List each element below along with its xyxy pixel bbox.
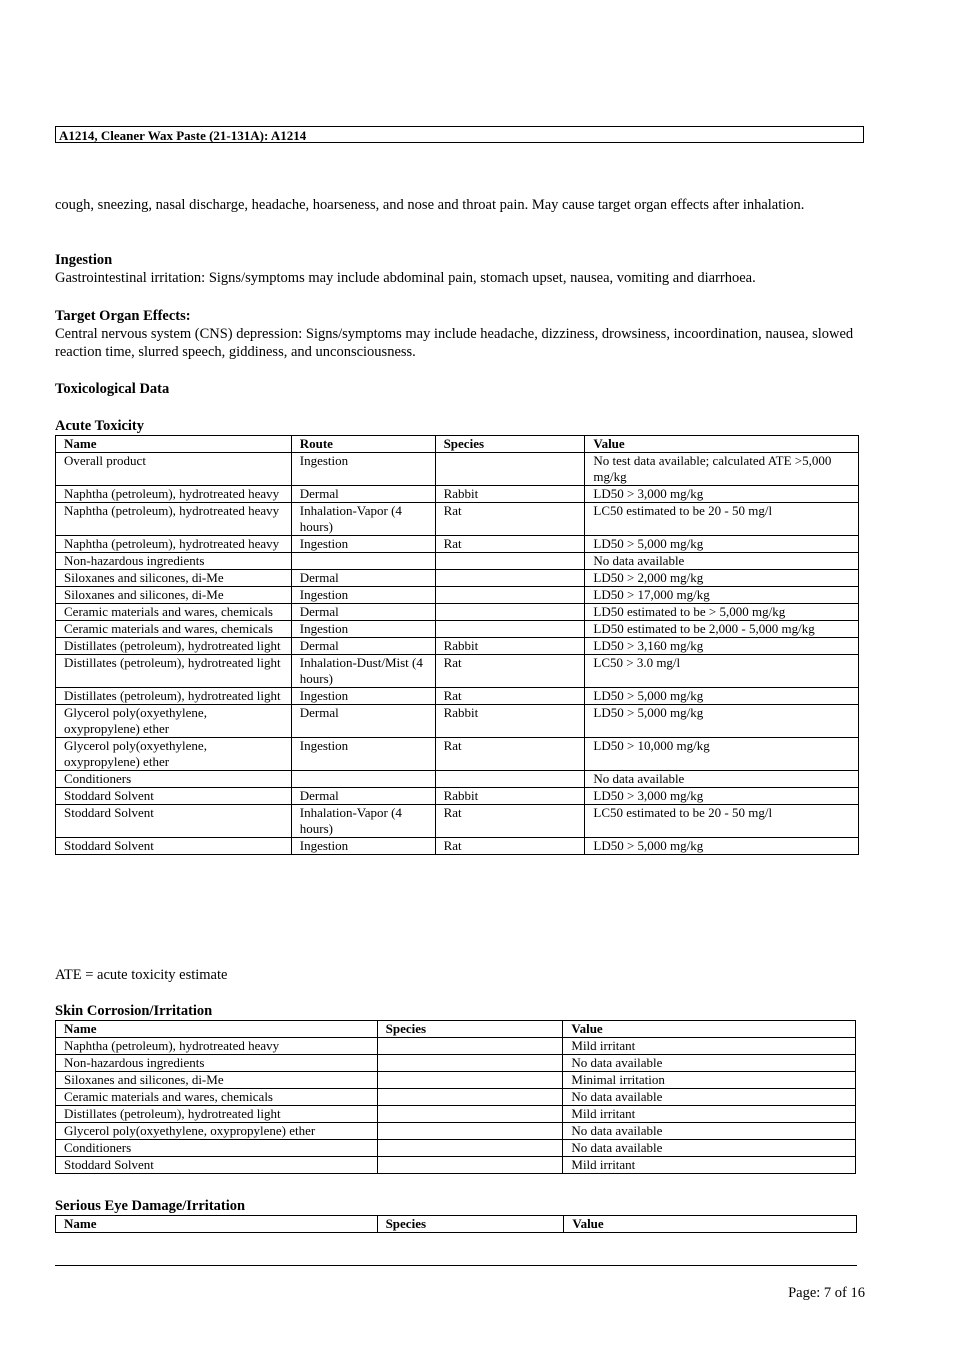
toxicological-data-heading: Toxicological Data	[55, 381, 170, 397]
table-cell: LD50 > 5,000 mg/kg	[585, 536, 859, 553]
table-cell	[377, 1123, 563, 1140]
table-row	[56, 655, 859, 688]
table-row	[56, 604, 859, 621]
table-row	[56, 1157, 856, 1174]
table-cell: Ingestion	[291, 536, 435, 553]
table-cell: Glycerol poly(oxyethylene, oxypropylene) ether	[56, 1123, 378, 1140]
table-cell: Dermal	[291, 705, 435, 738]
table-row	[56, 570, 859, 587]
footer-rule	[55, 1265, 857, 1266]
table-cell: Inhalation-Dust/Mist (4 hours)	[291, 655, 435, 688]
intro-paragraph: cough, sneezing, nasal discharge, headache, hoarseness, and nose and throat pain. May cause target organ effects after inhalation.	[55, 197, 805, 213]
table-cell	[435, 453, 585, 486]
table-row	[56, 453, 859, 486]
skin-irritation-table	[55, 1020, 856, 1174]
table-cell: Dermal	[291, 570, 435, 587]
table-cell: Stoddard Solvent	[56, 805, 292, 838]
table-row	[56, 705, 859, 738]
table-cell: Dermal	[291, 638, 435, 655]
table-cell: Rabbit	[435, 705, 585, 738]
table-row	[56, 805, 859, 838]
table-cell: LD50 > 10,000 mg/kg	[585, 738, 859, 771]
table-cell: LD50 > 5,000 mg/kg	[585, 705, 859, 738]
column-header: Name	[56, 436, 292, 453]
table-cell: Stoddard Solvent	[56, 1157, 378, 1174]
table-cell	[435, 570, 585, 587]
acute-toxicity-table	[55, 435, 859, 855]
table-cell	[291, 771, 435, 788]
table-cell: No test data available; calculated ATE >5,000 mg/kg	[585, 453, 859, 486]
table-cell	[435, 621, 585, 638]
table-row	[56, 771, 859, 788]
table-row	[56, 486, 859, 503]
table-cell: Naphtha (petroleum), hydrotreated heavy	[56, 486, 292, 503]
table-cell: Distillates (petroleum), hydrotreated light	[56, 655, 292, 688]
table-header-row	[56, 1021, 856, 1038]
table-cell: Ingestion	[291, 688, 435, 705]
table-row	[56, 788, 859, 805]
table-cell: Minimal irritation	[563, 1072, 856, 1089]
table-cell: Siloxanes and silicones, di-Me	[56, 587, 292, 604]
table-cell: Inhalation-Vapor (4 hours)	[291, 805, 435, 838]
table-cell: Rat	[435, 838, 585, 855]
table-row	[56, 1055, 856, 1072]
table-cell: Ceramic materials and wares, chemicals	[56, 1089, 378, 1106]
column-header: Species	[377, 1216, 564, 1233]
table-row	[56, 621, 859, 638]
table-cell: Conditioners	[56, 771, 292, 788]
table-row	[56, 1106, 856, 1123]
table-cell: LC50 > 3.0 mg/l	[585, 655, 859, 688]
table-row	[56, 738, 859, 771]
table-cell	[435, 604, 585, 621]
skin-irritation-heading: Skin Corrosion/Irritation	[55, 1003, 213, 1019]
ingestion-heading: Ingestion	[55, 252, 113, 268]
table-cell: Ingestion	[291, 838, 435, 855]
table-cell: Rat	[435, 536, 585, 553]
table-row	[56, 587, 859, 604]
eye-damage-heading: Serious Eye Damage/Irritation	[55, 1198, 246, 1214]
table-cell: Naphtha (petroleum), hydrotreated heavy	[56, 536, 292, 553]
table-cell: Non-hazardous ingredients	[56, 553, 292, 570]
table-cell: Overall product	[56, 453, 292, 486]
table-row	[56, 1038, 856, 1055]
table-cell: Stoddard Solvent	[56, 838, 292, 855]
table-cell: Ingestion	[291, 738, 435, 771]
table-row	[56, 1072, 856, 1089]
column-header: Value	[585, 436, 859, 453]
table-header-row	[56, 1216, 857, 1233]
table-cell: No data available	[585, 771, 859, 788]
table-cell: LC50 estimated to be 20 - 50 mg/l	[585, 805, 859, 838]
table-cell: LD50 > 2,000 mg/kg	[585, 570, 859, 587]
table-cell: LD50 > 5,000 mg/kg	[585, 838, 859, 855]
column-header: Name	[56, 1216, 378, 1233]
column-header: Value	[564, 1216, 857, 1233]
target-organ-heading: Target Organ Effects:	[55, 308, 191, 324]
table-cell: Ingestion	[291, 587, 435, 604]
table-row	[56, 1089, 856, 1106]
table-cell: LD50 > 3,160 mg/kg	[585, 638, 859, 655]
table-cell: Rat	[435, 655, 585, 688]
table-cell: Dermal	[291, 788, 435, 805]
table-cell: Ingestion	[291, 453, 435, 486]
table-cell: Rat	[435, 738, 585, 771]
table-cell: No data available	[563, 1140, 856, 1157]
table-cell	[291, 553, 435, 570]
table-cell: No data available	[563, 1089, 856, 1106]
table-cell: LD50 > 5,000 mg/kg	[585, 688, 859, 705]
table-cell: Ceramic materials and wares, chemicals	[56, 621, 292, 638]
eye-damage-table	[55, 1215, 857, 1233]
table-cell: Stoddard Solvent	[56, 788, 292, 805]
table-cell: Rat	[435, 503, 585, 536]
table-cell: Rabbit	[435, 486, 585, 503]
table-cell: Distillates (petroleum), hydrotreated light	[56, 1106, 378, 1123]
table-cell	[377, 1157, 563, 1174]
table-cell: LD50 estimated to be > 5,000 mg/kg	[585, 604, 859, 621]
table-cell: Glycerol poly(oxyethylene, oxypropylene) ether	[56, 738, 292, 771]
table-cell: Distillates (petroleum), hydrotreated light	[56, 638, 292, 655]
table-cell: Dermal	[291, 604, 435, 621]
table-row	[56, 1140, 856, 1157]
table-cell	[377, 1038, 563, 1055]
ingestion-text: Gastrointestinal irritation: Signs/symptoms may include abdominal pain, stomach upset, nausea, vomiting and diarrhoea.	[55, 270, 756, 286]
table-cell: No data available	[585, 553, 859, 570]
column-header: Value	[563, 1021, 856, 1038]
table-row	[56, 1123, 856, 1140]
table-cell: LC50 estimated to be 20 - 50 mg/l	[585, 503, 859, 536]
table-cell: Rat	[435, 805, 585, 838]
table-cell: LD50 > 3,000 mg/kg	[585, 788, 859, 805]
column-header: Route	[291, 436, 435, 453]
table-cell: Dermal	[291, 486, 435, 503]
table-cell: No data available	[563, 1123, 856, 1140]
table-cell: Inhalation-Vapor (4 hours)	[291, 503, 435, 536]
table-cell: LD50 estimated to be 2,000 - 5,000 mg/kg	[585, 621, 859, 638]
table-row	[56, 536, 859, 553]
table-cell	[377, 1140, 563, 1157]
target-organ-text: Central nervous system (CNS) depression: Signs/symptoms may include headache, dizziness, drowsiness, incoordination, nausea, slowed reaction time, slurred speech, giddiness, and unconsciousness.	[55, 326, 854, 360]
table-cell: Siloxanes and silicones, di-Me	[56, 570, 292, 587]
table-row	[56, 638, 859, 655]
table-row	[56, 553, 859, 570]
page-number: Page: 7 of 16	[788, 1285, 865, 1301]
table-cell: Siloxanes and silicones, di-Me	[56, 1072, 378, 1089]
table-row	[56, 688, 859, 705]
table-cell	[435, 587, 585, 604]
table-cell: Ingestion	[291, 621, 435, 638]
table-cell	[435, 553, 585, 570]
table-cell	[377, 1089, 563, 1106]
column-header: Species	[377, 1021, 563, 1038]
table-cell: Non-hazardous ingredients	[56, 1055, 378, 1072]
table-header-row	[56, 436, 859, 453]
table-row	[56, 503, 859, 536]
table-cell: Rabbit	[435, 638, 585, 655]
document-header: A1214, Cleaner Wax Paste (21-131A): A1214	[55, 126, 864, 143]
acute-toxicity-heading: Acute Toxicity	[55, 418, 145, 434]
table-cell: No data available	[563, 1055, 856, 1072]
ate-footnote: ATE = acute toxicity estimate	[55, 967, 228, 983]
table-cell	[435, 771, 585, 788]
table-cell: Glycerol poly(oxyethylene, oxypropylene) ether	[56, 705, 292, 738]
table-cell: Mild irritant	[563, 1038, 856, 1055]
column-header: Species	[435, 436, 585, 453]
table-cell: Naphtha (petroleum), hydrotreated heavy	[56, 503, 292, 536]
table-cell: Rat	[435, 688, 585, 705]
table-cell: Mild irritant	[563, 1157, 856, 1174]
table-cell: Mild irritant	[563, 1106, 856, 1123]
table-cell: Rabbit	[435, 788, 585, 805]
table-cell: LD50 > 17,000 mg/kg	[585, 587, 859, 604]
column-header: Name	[56, 1021, 378, 1038]
table-cell: Conditioners	[56, 1140, 378, 1157]
table-cell	[377, 1106, 563, 1123]
table-cell: LD50 > 3,000 mg/kg	[585, 486, 859, 503]
table-cell: Distillates (petroleum), hydrotreated light	[56, 688, 292, 705]
table-cell	[377, 1072, 563, 1089]
table-row	[56, 838, 859, 855]
table-cell: Ceramic materials and wares, chemicals	[56, 604, 292, 621]
table-cell	[377, 1055, 563, 1072]
table-cell: Naphtha (petroleum), hydrotreated heavy	[56, 1038, 378, 1055]
